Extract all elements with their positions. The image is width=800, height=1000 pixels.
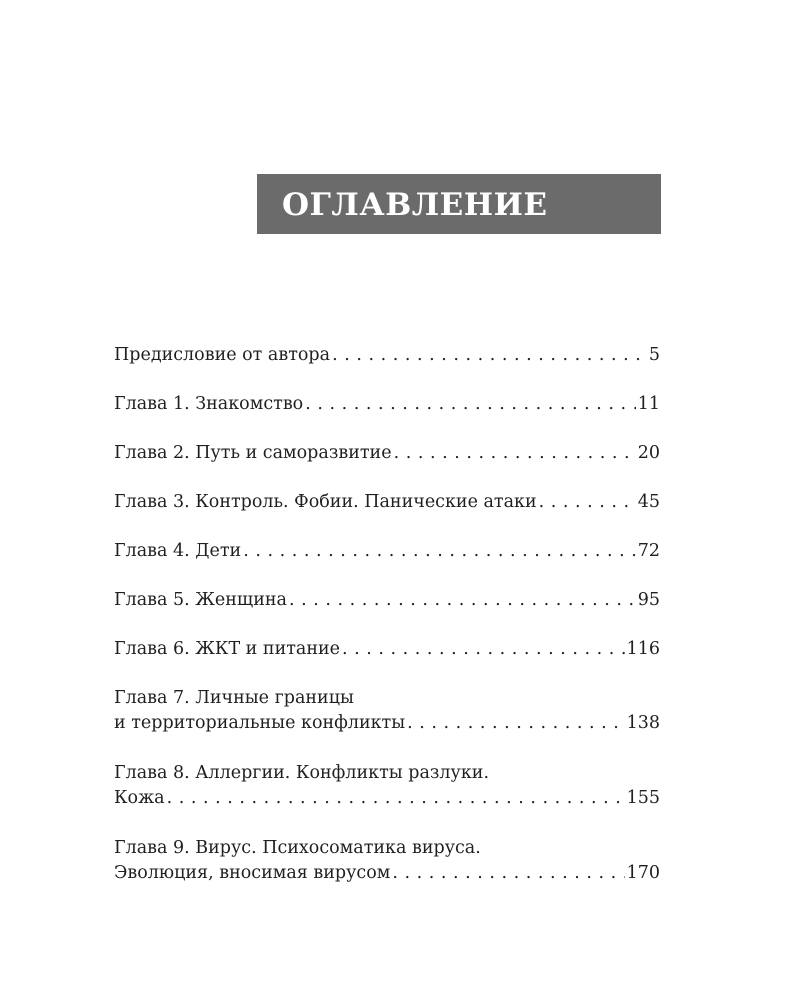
toc-entry-final-line — [114, 343, 660, 368]
dot-leader — [392, 861, 624, 886]
toc-entry — [114, 686, 660, 736]
dot-leader — [332, 343, 647, 368]
toc-entry-title: Глава 9. Вирус. Психосоматика вируса. — [114, 838, 481, 858]
toc-entry — [114, 637, 660, 662]
toc-entry-line — [114, 836, 660, 861]
dot-leader — [289, 588, 636, 613]
toc-page-number: 11 — [637, 394, 660, 414]
dot-leader — [342, 637, 625, 662]
toc-page-number: 116 — [626, 639, 660, 659]
toc-entry-title: и территориальные конфликты — [114, 713, 406, 733]
toc-entry-title: Глава 6. ЖКТ и питание — [114, 639, 341, 659]
dot-leader — [167, 786, 625, 811]
toc-entry-title: Глава 8. Аллергии. Конфликты разлуки. — [114, 763, 490, 783]
toc-entry — [114, 490, 660, 515]
toc-entry — [114, 343, 660, 368]
toc-entry-final-line — [114, 588, 660, 613]
toc-entry-title: Предисловие от автора — [114, 345, 331, 365]
toc-entry-title: Кожа — [114, 788, 165, 808]
toc-entry-title: Глава 4. Дети — [114, 541, 242, 561]
toc-page-number: 138 — [626, 713, 660, 733]
toc-entry-final-line — [114, 786, 660, 811]
toc-entry-final-line — [114, 861, 660, 886]
dot-leader — [407, 711, 624, 736]
toc-entry — [114, 588, 660, 613]
toc-page-number: 20 — [637, 443, 660, 463]
dot-leader — [243, 539, 636, 564]
toc-entry — [114, 441, 660, 466]
toc-page-number: 155 — [626, 788, 660, 808]
toc-entry-title: Глава 7. Личные границы — [114, 688, 354, 708]
toc-entry-final-line — [114, 539, 660, 564]
toc-entry-final-line — [114, 637, 660, 662]
toc-entry-title: Глава 3. Контроль. Фобии. Панические атаки — [114, 492, 537, 512]
dot-leader — [539, 490, 636, 515]
contents-heading-banner — [257, 174, 661, 234]
toc-entry — [114, 836, 660, 886]
toc-entry-title: Глава 1. Знакомство — [114, 394, 304, 414]
toc-page-number: 72 — [637, 541, 660, 561]
dot-leader — [305, 392, 636, 417]
toc-entry-title: Эволюция, вносимая вирусом — [114, 863, 391, 883]
toc-entry-line — [114, 761, 660, 786]
toc-page-number: 170 — [626, 863, 660, 883]
dot-leader — [394, 441, 636, 466]
toc-entry — [114, 539, 660, 564]
toc-entry-line — [114, 686, 660, 711]
toc-page-number: 95 — [637, 590, 660, 610]
toc-entry-final-line — [114, 392, 660, 417]
toc-entry-title: Глава 2. Путь и саморазвитие — [114, 443, 392, 463]
toc-page-number: 5 — [648, 345, 660, 365]
toc-entry — [114, 761, 660, 811]
contents-heading: ОГЛАВЛЕНИЕ — [282, 187, 548, 223]
toc-entry-title: Глава 5. Женщина — [114, 590, 287, 610]
toc-entry-final-line — [114, 441, 660, 466]
toc-entry-final-line — [114, 490, 660, 515]
toc-entry — [114, 392, 660, 417]
toc-entry-final-line — [114, 711, 660, 736]
toc-page-number: 45 — [637, 492, 660, 512]
